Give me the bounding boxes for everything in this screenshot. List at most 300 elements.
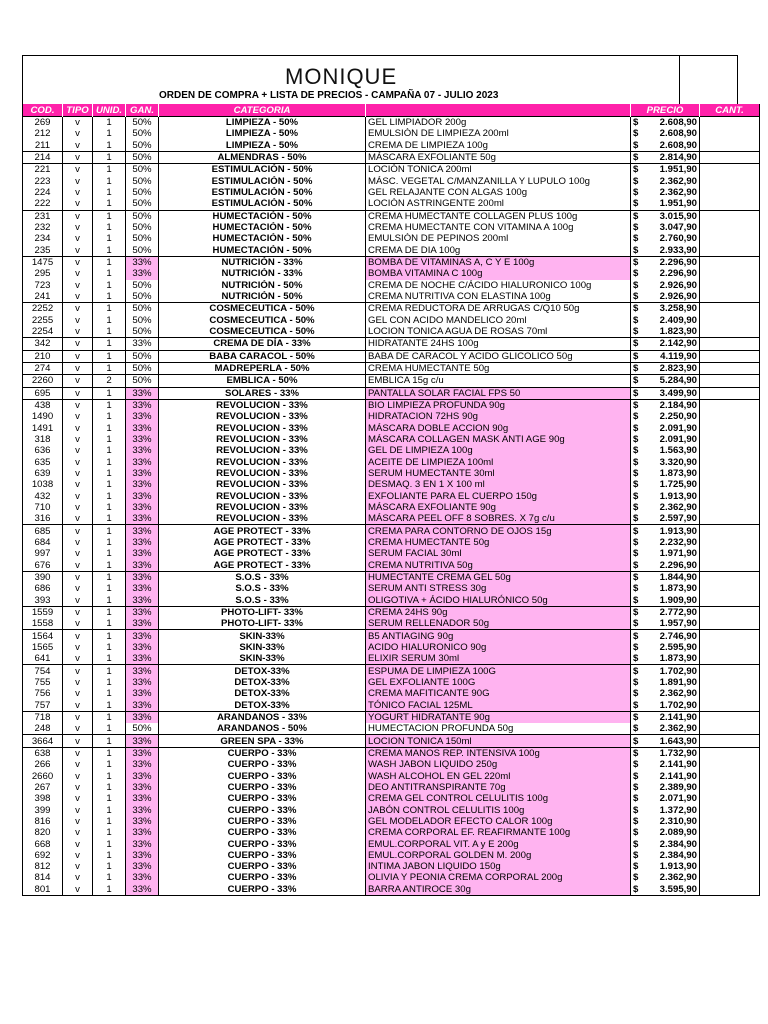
description-cell: CREMA 24HS 90g <box>366 606 631 618</box>
price-value: 1.563,90 <box>659 445 697 457</box>
quantity-cell[interactable] <box>700 594 760 606</box>
quantity-cell[interactable] <box>700 861 760 872</box>
description-cell: HIDRATACION 72HS 90g <box>366 411 631 422</box>
quantity-cell[interactable] <box>700 445 760 456</box>
currency-symbol: $ <box>633 152 639 164</box>
price-cell <box>631 187 700 198</box>
quantity-cell[interactable] <box>700 222 760 233</box>
price-value: 2.926,90 <box>659 291 697 303</box>
price-cell <box>631 816 700 827</box>
price-value: 5.284,90 <box>659 375 697 387</box>
currency-symbol: $ <box>633 781 639 793</box>
description-cell: TÓNICO FACIAL 125ML <box>366 699 631 711</box>
gan-cell: 50% <box>126 128 159 139</box>
category-cell: GREEN SPA - 33% <box>159 735 366 747</box>
quantity-cell[interactable] <box>700 782 760 793</box>
quantity-cell[interactable] <box>700 151 760 163</box>
description-cell: EMULSIÓN DE PEPINOS 200ml <box>366 233 631 244</box>
currency-symbol: $ <box>633 175 639 187</box>
description-cell: CREMA GEL CONTROL CELULITIS 100g <box>366 793 631 804</box>
description-cell: CREMA CORPORAL EF. REAFIRMANTE 100g <box>366 827 631 838</box>
quantity-cell[interactable] <box>700 747 760 759</box>
quantity-cell[interactable] <box>700 838 760 849</box>
price-value: 2.310,90 <box>659 815 697 827</box>
quantity-cell[interactable] <box>700 434 760 445</box>
quantity-cell[interactable] <box>700 423 760 434</box>
quantity-cell[interactable] <box>700 653 760 665</box>
quantity-cell[interactable] <box>700 326 760 338</box>
price-cell <box>631 630 700 642</box>
quantity-cell[interactable] <box>700 688 760 699</box>
quantity-cell[interactable] <box>700 850 760 861</box>
currency-symbol: $ <box>633 468 639 479</box>
gan-cell: 33% <box>126 491 159 502</box>
quantity-cell[interactable] <box>700 198 760 210</box>
unid-cell: 1 <box>93 816 126 827</box>
description-cell: YOGURT HIDRATANTE 90g <box>366 711 631 723</box>
gan-cell: 33% <box>126 793 159 804</box>
quantity-cell[interactable] <box>700 606 760 618</box>
cod-cell: 398 <box>23 793 63 804</box>
gan-cell: 50% <box>126 303 159 315</box>
tipo-cell: v <box>63 411 93 422</box>
description-cell: MÁSCARA EXFOLIANTE 90g <box>366 502 631 513</box>
cod-cell: 342 <box>23 338 63 350</box>
price-value: 2.608,90 <box>659 117 697 129</box>
currency-symbol: $ <box>633 747 639 759</box>
cod-cell: 222 <box>23 198 63 210</box>
quantity-cell[interactable] <box>700 793 760 804</box>
price-cell <box>631 793 700 804</box>
quantity-cell[interactable] <box>700 559 760 571</box>
price-value: 1.702,90 <box>659 699 697 711</box>
table-header-row <box>23 104 760 117</box>
price-value: 2.089,90 <box>659 827 697 839</box>
cod-cell: 3664 <box>23 735 63 747</box>
currency-symbol: $ <box>633 815 639 827</box>
price-value: 2.362,90 <box>659 187 697 199</box>
gan-cell: 33% <box>126 513 159 525</box>
quantity-cell[interactable] <box>700 735 760 747</box>
quantity-cell[interactable] <box>700 711 760 723</box>
price-cell <box>631 256 700 268</box>
quantity-cell[interactable] <box>700 362 760 374</box>
description-cell: CREMA DE DIA 100g <box>366 245 631 257</box>
cod-cell: 1559 <box>23 606 63 618</box>
quantity-cell[interactable] <box>700 816 760 827</box>
tipo-cell: v <box>63 677 93 688</box>
category-cell: CUERPO - 33% <box>159 850 366 861</box>
price-value: 1.891,90 <box>659 676 697 688</box>
table-row <box>23 117 760 129</box>
table-row <box>23 665 760 677</box>
price-cell <box>631 747 700 759</box>
description-cell: ELIXIR SERUM 30ml <box>366 653 631 665</box>
category-cell: COSMECEUTICA - 50% <box>159 303 366 315</box>
quantity-cell[interactable] <box>700 618 760 630</box>
page-title: ORDEN DE COMPRA + LISTA DE PRECIOS - CAMPAÑA 07 - JULIO 2023 <box>159 90 499 101</box>
quantity-cell[interactable] <box>700 268 760 279</box>
currency-symbol: $ <box>633 793 639 805</box>
description-cell: EXFOLIANTE PARA EL CUERPO 150g <box>366 491 631 502</box>
gan-cell: 50% <box>126 280 159 291</box>
quantity-cell[interactable] <box>700 387 760 399</box>
description-cell: CREMA NUTRITIVA CON ELASTINA 100g <box>366 291 631 303</box>
tipo-cell: v <box>63 222 93 233</box>
tipo-cell: v <box>63 457 93 468</box>
gan-cell: 33% <box>126 583 159 594</box>
gan-cell: 33% <box>126 338 159 350</box>
price-value: 2.362,90 <box>659 872 697 884</box>
price-value: 2.141,90 <box>659 759 697 771</box>
tipo-cell: v <box>63 176 93 187</box>
quantity-cell[interactable] <box>700 502 760 513</box>
unid-cell: 1 <box>93 699 126 711</box>
gan-cell: 33% <box>126 457 159 468</box>
quantity-cell[interactable] <box>700 291 760 303</box>
price-value: 4.119,90 <box>660 350 697 362</box>
unid-cell: 1 <box>93 759 126 770</box>
description-cell: MÁSCARA DOBLE ACCION 90g <box>366 423 631 434</box>
table-row <box>23 350 760 362</box>
price-value: 2.232,90 <box>659 536 697 548</box>
price-value: 1.702,90 <box>659 665 697 677</box>
unid-cell: 1 <box>93 256 126 268</box>
cod-cell: 1558 <box>23 618 63 630</box>
category-cell: CUERPO - 33% <box>159 782 366 793</box>
price-value: 1.873,90 <box>659 653 697 665</box>
price-cell <box>631 804 700 815</box>
description-cell: SERUM RELLENADOR 50g <box>366 618 631 630</box>
category-cell: CUERPO - 33% <box>159 804 366 815</box>
unid-cell: 1 <box>93 362 126 374</box>
quantity-cell[interactable] <box>700 210 760 222</box>
price-table <box>22 104 760 896</box>
table-row <box>23 268 760 279</box>
quantity-cell[interactable] <box>700 315 760 326</box>
quantity-cell[interactable] <box>700 338 760 350</box>
description-cell: HIDRATANTE 24HS 100g <box>366 338 631 350</box>
description-cell: CREMA HUMECTANTE CON VITAMINA A 100g <box>366 222 631 233</box>
quantity-cell[interactable] <box>700 548 760 559</box>
price-cell <box>631 434 700 445</box>
description-cell: SERUM ANTI STRESS 30g <box>366 583 631 594</box>
quantity-cell[interactable] <box>700 699 760 711</box>
category-cell: NUTRICIÓN - 33% <box>159 268 366 279</box>
category-cell: CUERPO - 33% <box>159 747 366 759</box>
currency-symbol: $ <box>633 513 639 525</box>
unid-cell: 1 <box>93 793 126 804</box>
currency-symbol: $ <box>633 244 639 256</box>
quantity-cell[interactable] <box>700 479 760 490</box>
price-value: 2.772,90 <box>659 606 697 618</box>
price-cell <box>631 723 700 735</box>
cod-cell: 210 <box>23 350 63 362</box>
price-cell <box>631 315 700 326</box>
table-row <box>23 457 760 468</box>
price-cell <box>631 151 700 163</box>
description-cell: JABÓN CONTROL CELULITIS 100g <box>366 804 631 815</box>
table-row <box>23 594 760 606</box>
unid-cell: 1 <box>93 315 126 326</box>
unid-cell: 1 <box>93 445 126 456</box>
quantity-cell[interactable] <box>700 872 760 883</box>
description-cell: CREMA DE NOCHE C/ÁCIDO HIALURONICO 100g <box>366 280 631 291</box>
table-row <box>23 630 760 642</box>
price-value: 1.844,90 <box>659 571 697 583</box>
tipo-cell: v <box>63 861 93 872</box>
quantity-cell[interactable] <box>700 571 760 583</box>
cod-cell: 224 <box>23 187 63 198</box>
table-row <box>23 583 760 594</box>
tipo-cell: v <box>63 491 93 502</box>
quantity-cell[interactable] <box>700 723 760 735</box>
quantity-cell[interactable] <box>700 884 760 896</box>
currency-symbol: $ <box>633 618 639 630</box>
unid-cell: 1 <box>93 303 126 315</box>
currency-symbol: $ <box>633 210 639 222</box>
currency-symbol: $ <box>633 456 639 468</box>
quantity-cell[interactable] <box>700 164 760 176</box>
quantity-cell[interactable] <box>700 491 760 502</box>
price-cell <box>631 735 700 747</box>
quantity-cell[interactable] <box>700 525 760 537</box>
price-value: 3.047,90 <box>659 222 697 234</box>
price-cell <box>631 537 700 548</box>
table-row <box>23 850 760 861</box>
gan-cell: 33% <box>126 872 159 883</box>
unid-cell: 1 <box>93 618 126 630</box>
price-value: 1.732,90 <box>659 747 697 759</box>
category-cell: AGE PROTECT - 33% <box>159 525 366 537</box>
price-value: 1.372,90 <box>659 804 697 816</box>
cod-cell: 211 <box>23 140 63 152</box>
price-value: 2.926,90 <box>659 279 697 291</box>
table-row <box>23 688 760 699</box>
tipo-cell: v <box>63 735 93 747</box>
gan-cell: 33% <box>126 525 159 537</box>
tipo-cell: v <box>63 151 93 163</box>
quantity-cell[interactable] <box>700 375 760 387</box>
category-cell: REVOLUCION - 33% <box>159 399 366 411</box>
price-cell <box>631 387 700 399</box>
price-cell <box>631 559 700 571</box>
table-row <box>23 338 760 350</box>
price-value: 2.362,90 <box>659 501 697 513</box>
table-row <box>23 699 760 711</box>
quantity-cell[interactable] <box>700 827 760 838</box>
table-body <box>23 117 760 896</box>
unid-cell: 1 <box>93 665 126 677</box>
description-cell: ESPUMA DE LIMPIEZA 100G <box>366 665 631 677</box>
unid-cell: 1 <box>93 210 126 222</box>
price-cell <box>631 245 700 257</box>
quantity-cell[interactable] <box>700 256 760 268</box>
gan-cell: 33% <box>126 537 159 548</box>
quantity-cell[interactable] <box>700 677 760 688</box>
currency-symbol: $ <box>633 872 639 884</box>
table-row <box>23 548 760 559</box>
description-cell: ACEITE DE LIMPIEZA 100ml <box>366 457 631 468</box>
gan-cell: 33% <box>126 838 159 849</box>
quantity-cell[interactable] <box>700 583 760 594</box>
currency-symbol: $ <box>633 314 639 326</box>
gan-cell: 50% <box>126 140 159 152</box>
tipo-cell: v <box>63 606 93 618</box>
table-row <box>23 280 760 291</box>
tipo-cell: v <box>63 245 93 257</box>
price-cell <box>631 491 700 502</box>
table-row <box>23 176 760 187</box>
currency-symbol: $ <box>633 536 639 548</box>
description-cell: ACIDO HIALURONICO 90g <box>366 642 631 653</box>
quantity-cell[interactable] <box>700 665 760 677</box>
description-cell: LOCIÓN ASTRINGENTE 200ml <box>366 198 631 210</box>
price-cell <box>631 688 700 699</box>
price-value: 2.362,90 <box>659 688 697 700</box>
quantity-cell[interactable] <box>700 468 760 479</box>
price-cell <box>631 338 700 350</box>
table-row <box>23 387 760 399</box>
col-header-description <box>366 104 631 117</box>
currency-symbol: $ <box>633 350 639 362</box>
quantity-cell[interactable] <box>700 630 760 642</box>
table-row <box>23 606 760 618</box>
price-cell <box>631 861 700 872</box>
quantity-cell[interactable] <box>700 770 760 781</box>
table-row <box>23 291 760 303</box>
quantity-cell[interactable] <box>700 140 760 152</box>
cod-cell: 676 <box>23 559 63 571</box>
price-value: 1.725,90 <box>659 479 697 491</box>
gan-cell: 33% <box>126 735 159 747</box>
table-row <box>23 804 760 815</box>
unid-cell: 1 <box>93 117 126 129</box>
table-row <box>23 491 760 502</box>
currency-symbol: $ <box>633 653 639 665</box>
cod-cell: 639 <box>23 468 63 479</box>
category-cell: CUERPO - 33% <box>159 884 366 896</box>
quantity-cell[interactable] <box>700 804 760 815</box>
price-value: 2.608,90 <box>659 128 697 140</box>
price-cell <box>631 198 700 210</box>
description-cell: EMULSIÓN DE LIMPIEZA 200ml <box>366 128 631 139</box>
price-value: 3.595,90 <box>659 883 697 895</box>
unid-cell: 1 <box>93 747 126 759</box>
gan-cell: 50% <box>126 233 159 244</box>
category-cell: ESTIMULACIÓN - 50% <box>159 176 366 187</box>
tipo-cell: v <box>63 350 93 362</box>
price-cell <box>631 642 700 653</box>
tipo-cell: v <box>63 688 93 699</box>
table-row <box>23 187 760 198</box>
cod-cell: 221 <box>23 164 63 176</box>
currency-symbol: $ <box>633 559 639 571</box>
quantity-cell[interactable] <box>700 303 760 315</box>
category-cell: CUERPO - 33% <box>159 861 366 872</box>
quantity-cell[interactable] <box>700 117 760 129</box>
category-cell: HUMECTACIÓN - 50% <box>159 222 366 233</box>
cod-cell: 718 <box>23 711 63 723</box>
quantity-cell[interactable] <box>700 187 760 198</box>
category-cell: LIMPIEZA - 50% <box>159 117 366 129</box>
description-cell: INTIMA JABON LIQUIDO 150g <box>366 861 631 872</box>
gan-cell: 50% <box>126 151 159 163</box>
unid-cell: 1 <box>93 187 126 198</box>
tipo-cell: v <box>63 210 93 222</box>
price-cell <box>631 838 700 849</box>
quantity-cell[interactable] <box>700 411 760 422</box>
category-cell: CUERPO - 33% <box>159 872 366 883</box>
currency-symbol: $ <box>633 583 639 595</box>
category-cell: S.O.S - 33% <box>159 583 366 594</box>
gan-cell: 50% <box>126 164 159 176</box>
quantity-cell[interactable] <box>700 759 760 770</box>
unid-cell: 1 <box>93 151 126 163</box>
price-cell <box>631 468 700 479</box>
quantity-cell[interactable] <box>700 176 760 187</box>
tipo-cell: v <box>63 537 93 548</box>
price-value: 2.384,90 <box>659 838 697 850</box>
currency-symbol: $ <box>633 699 639 711</box>
currency-symbol: $ <box>633 665 639 677</box>
quantity-cell[interactable] <box>700 457 760 468</box>
gan-cell: 33% <box>126 434 159 445</box>
price-cell <box>631 583 700 594</box>
price-cell <box>631 411 700 422</box>
description-cell: CREMA DE LIMPIEZA 100g <box>366 140 631 152</box>
quantity-cell[interactable] <box>700 280 760 291</box>
tipo-cell: v <box>63 665 93 677</box>
price-value: 1.873,90 <box>659 583 697 595</box>
quantity-cell[interactable] <box>700 233 760 244</box>
quantity-cell[interactable] <box>700 245 760 257</box>
quantity-cell[interactable] <box>700 350 760 362</box>
description-cell: EMUL.CORPORAL GOLDEN M. 200g <box>366 850 631 861</box>
currency-symbol: $ <box>633 291 639 303</box>
unid-cell: 1 <box>93 468 126 479</box>
cod-cell: 668 <box>23 838 63 849</box>
cod-cell: 2252 <box>23 303 63 315</box>
sheet-header <box>22 56 738 104</box>
tipo-cell: v <box>63 399 93 411</box>
category-cell: CUERPO - 33% <box>159 838 366 849</box>
tipo-cell: v <box>63 338 93 350</box>
currency-symbol: $ <box>633 883 639 895</box>
table-row <box>23 479 760 490</box>
gan-cell: 33% <box>126 711 159 723</box>
description-cell: MÁSCARA PEEL OFF 8 SOBRES. X 7g c/u <box>366 513 631 525</box>
quantity-cell[interactable] <box>700 537 760 548</box>
quantity-cell[interactable] <box>700 128 760 139</box>
price-cell <box>631 128 700 139</box>
unid-cell: 1 <box>93 245 126 257</box>
quantity-cell[interactable] <box>700 399 760 411</box>
cod-cell: 390 <box>23 571 63 583</box>
gan-cell: 33% <box>126 445 159 456</box>
currency-symbol: $ <box>633 838 639 850</box>
quantity-cell[interactable] <box>700 513 760 525</box>
price-cell <box>631 233 700 244</box>
currency-symbol: $ <box>633 387 639 399</box>
cod-cell: 816 <box>23 816 63 827</box>
tipo-cell: v <box>63 445 93 456</box>
tipo-cell: v <box>63 816 93 827</box>
quantity-cell[interactable] <box>700 642 760 653</box>
category-cell: CUERPO - 33% <box>159 827 366 838</box>
price-value: 1.643,90 <box>659 735 697 747</box>
tipo-cell: v <box>63 838 93 849</box>
